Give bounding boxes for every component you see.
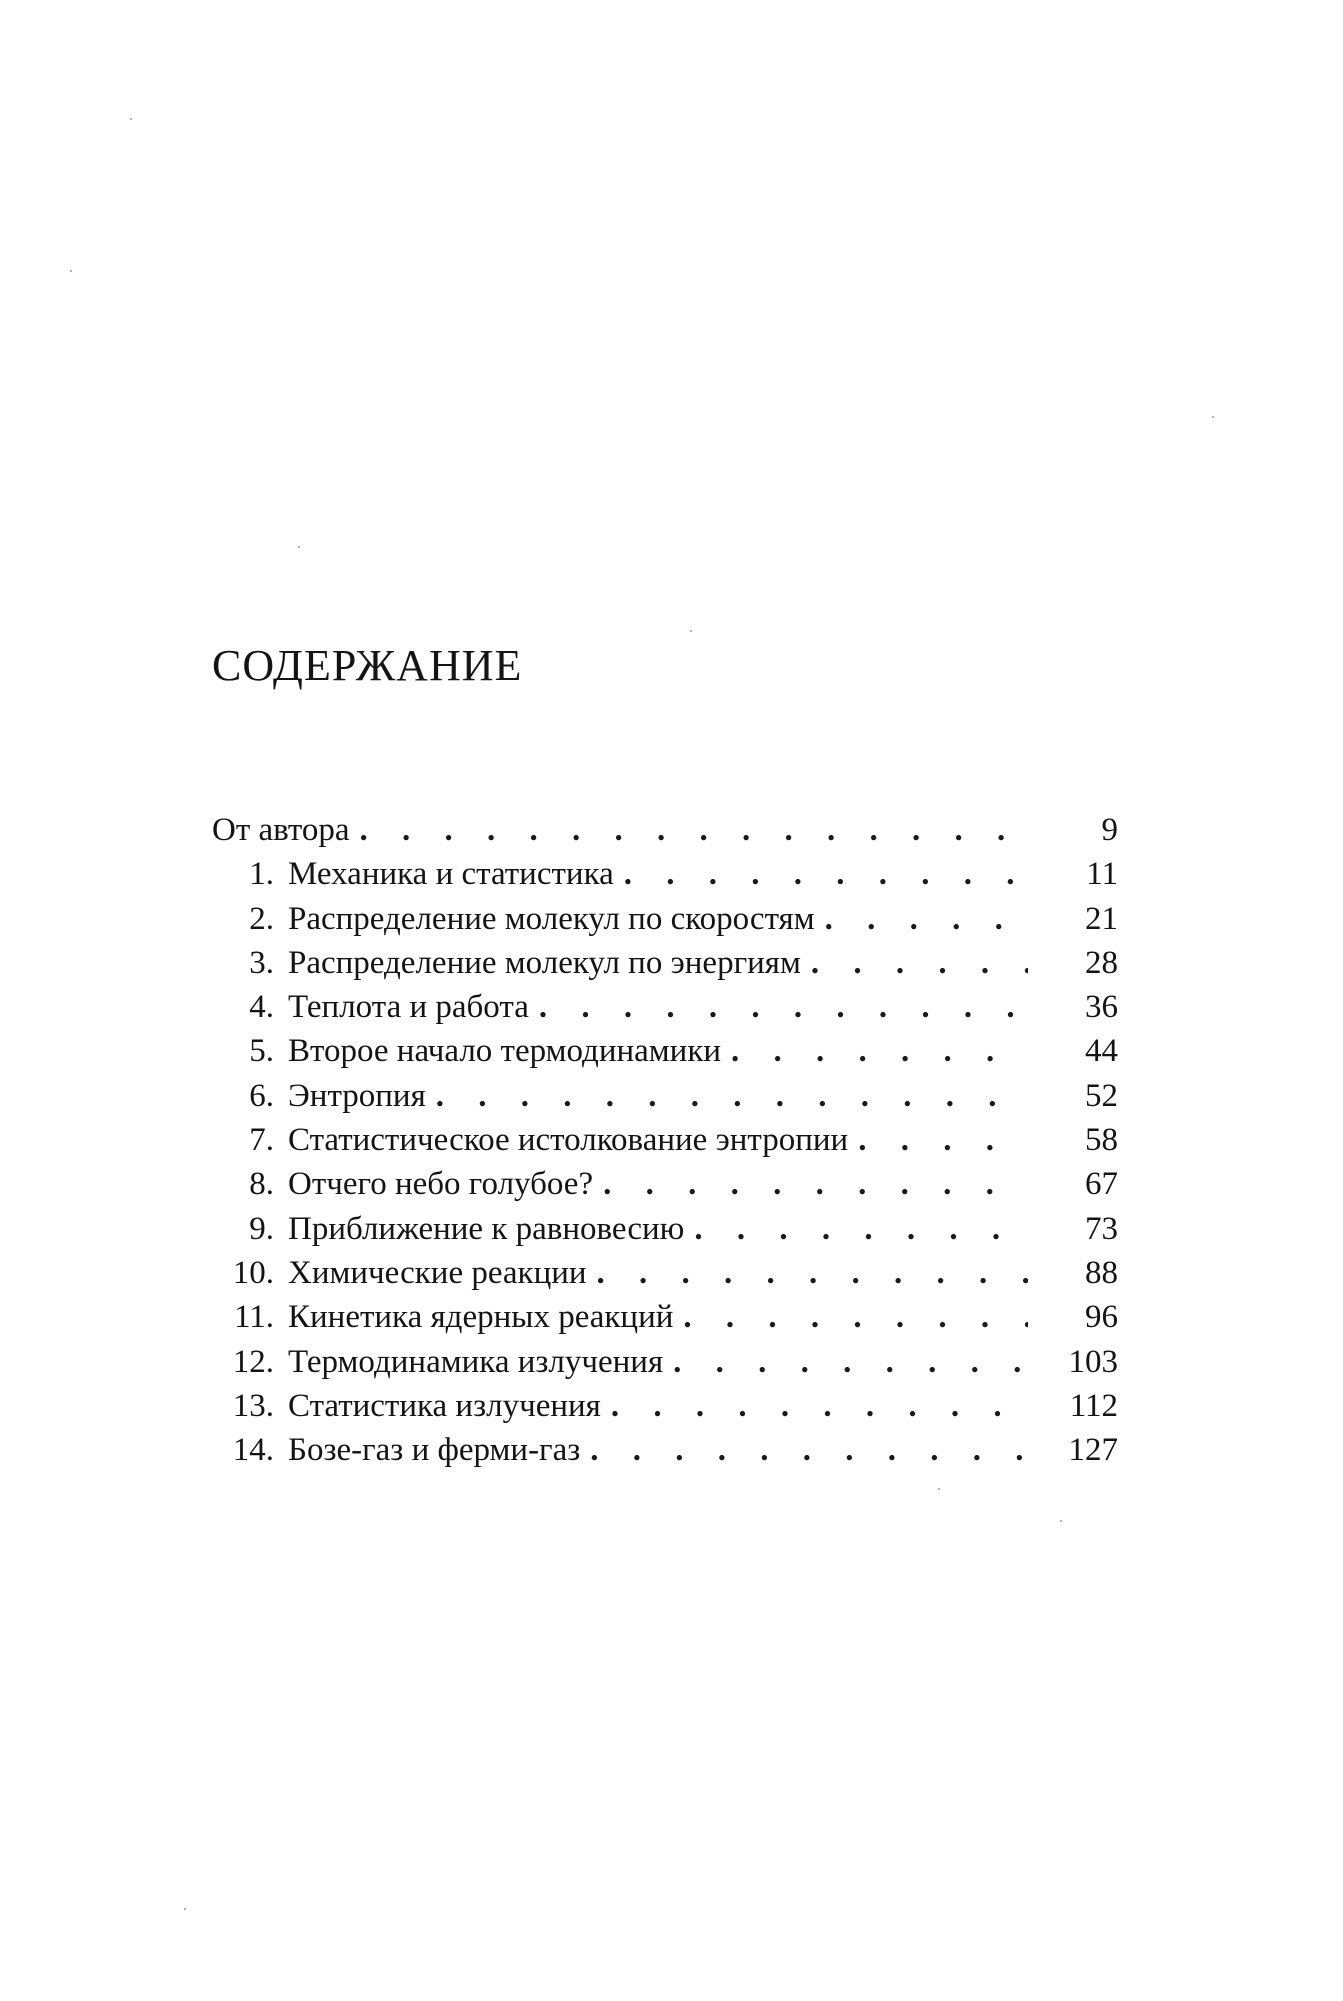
- toc-entry-title: Распределение молекул по скоростям: [288, 900, 815, 937]
- toc-entry-title: Второе начало термодинамики: [288, 1033, 722, 1070]
- toc-entry-title: Статистическое истолкование энтропии: [288, 1122, 849, 1159]
- toc-entry-page: 21: [1085, 900, 1118, 937]
- paper-speck: [1060, 1520, 1062, 1522]
- paper-speck: [70, 270, 72, 272]
- toc-entry-page: 67: [1085, 1166, 1118, 1203]
- toc-entry-title: Кинетика ядерных реакций: [288, 1299, 674, 1336]
- dot-leader: [597, 1251, 1028, 1295]
- dot-leader: [590, 1428, 1028, 1472]
- toc-entry-number: 3.: [249, 944, 274, 981]
- toc-entry-page: 58: [1085, 1122, 1118, 1159]
- dot-leader: [858, 1118, 1028, 1162]
- toc-entry: [212, 1029, 1118, 1073]
- toc-entry-number: 2.: [249, 900, 274, 937]
- toc-entry-page: 127: [1068, 1432, 1118, 1469]
- toc-entry-page: 96: [1085, 1299, 1118, 1336]
- toc-entry-title: Механика и статистика: [288, 856, 614, 893]
- toc-entry-number: 1.: [249, 856, 274, 893]
- toc-entry-page: 112: [1069, 1387, 1118, 1424]
- toc-entry: [212, 1162, 1118, 1206]
- toc-entry: [212, 1295, 1118, 1339]
- dot-leader: [825, 897, 1028, 941]
- toc-entry-page: 28: [1085, 944, 1118, 981]
- toc-entry-title: Энтропия: [288, 1077, 426, 1114]
- toc-entry: [212, 1384, 1118, 1428]
- paper-speck: [690, 630, 692, 632]
- paper-speck: [298, 546, 300, 548]
- toc-entry-number: 9.: [249, 1210, 274, 1247]
- toc-entry-number: 12.: [232, 1343, 274, 1380]
- toc-entry-number: 7.: [249, 1122, 274, 1159]
- dot-leader: [539, 985, 1028, 1029]
- toc-entry-title: От автора: [212, 812, 350, 848]
- toc-entry: [212, 1207, 1118, 1251]
- dot-leader: [694, 1207, 1028, 1251]
- toc-entry-title: Статистика излучения: [288, 1387, 601, 1424]
- dot-leader: [673, 1340, 1028, 1384]
- dot-leader: [436, 1074, 1028, 1118]
- paper-speck: [1212, 416, 1214, 418]
- toc-entry-number: 13.: [232, 1387, 274, 1424]
- toc-entry-number: 8.: [249, 1166, 274, 1203]
- toc-entry-number: 6.: [249, 1077, 274, 1114]
- toc-entry-page: 73: [1085, 1210, 1118, 1247]
- paper-speck: [130, 118, 132, 120]
- toc-entry-number: 10.: [232, 1254, 274, 1291]
- paper-speck: [184, 1908, 186, 1910]
- toc-entry-page: 36: [1085, 989, 1118, 1026]
- toc-entry-number: 5.: [249, 1033, 274, 1070]
- dot-leader: [624, 852, 1028, 896]
- page-title: СОДЕРЖАНИЕ: [212, 641, 523, 690]
- toc-entry: [212, 897, 1118, 941]
- dot-leader: [360, 808, 1028, 852]
- toc-entry-title: Бозе-газ и ферми-газ: [288, 1432, 581, 1469]
- toc-entry-page: 11: [1086, 856, 1118, 893]
- toc-entry: [212, 941, 1118, 985]
- toc-entry: [212, 985, 1118, 1029]
- toc-entry-title: Теплота и работа: [288, 989, 529, 1026]
- toc-entry-title: Приближение к равновесию: [288, 1210, 685, 1247]
- toc-entry-title: Химические реакции: [288, 1254, 587, 1291]
- toc-entry-title: Отчего небо голубое?: [288, 1166, 594, 1203]
- toc-entry: [212, 852, 1118, 896]
- toc-entry-number: 4.: [249, 989, 274, 1026]
- toc-entry-title: Распределение молекул по энергиям: [288, 944, 801, 981]
- paper-speck: [938, 1488, 940, 1490]
- toc-entry: [212, 1340, 1118, 1384]
- toc-entry-page: 52: [1085, 1077, 1118, 1114]
- toc-entry: [212, 1074, 1118, 1118]
- dot-leader: [731, 1029, 1028, 1073]
- toc-entry-page: 44: [1085, 1033, 1118, 1070]
- toc-entry-title: Термодинамика излучения: [288, 1343, 664, 1380]
- table-of-contents: [212, 808, 1118, 1472]
- toc-entry-number: 11.: [233, 1299, 274, 1336]
- toc-entry-page: 103: [1068, 1343, 1118, 1380]
- toc-entry: [212, 808, 1118, 852]
- toc-entry-page: 9: [1101, 812, 1118, 848]
- toc-entry-number: 14.: [232, 1432, 274, 1469]
- toc-entry-page: 88: [1085, 1254, 1118, 1291]
- dot-leader: [683, 1295, 1028, 1339]
- dot-leader: [603, 1162, 1028, 1206]
- toc-entry: [212, 1428, 1118, 1472]
- dot-leader: [811, 941, 1028, 985]
- dot-leader: [611, 1384, 1028, 1428]
- toc-entry: [212, 1118, 1118, 1162]
- toc-entry: [212, 1251, 1118, 1295]
